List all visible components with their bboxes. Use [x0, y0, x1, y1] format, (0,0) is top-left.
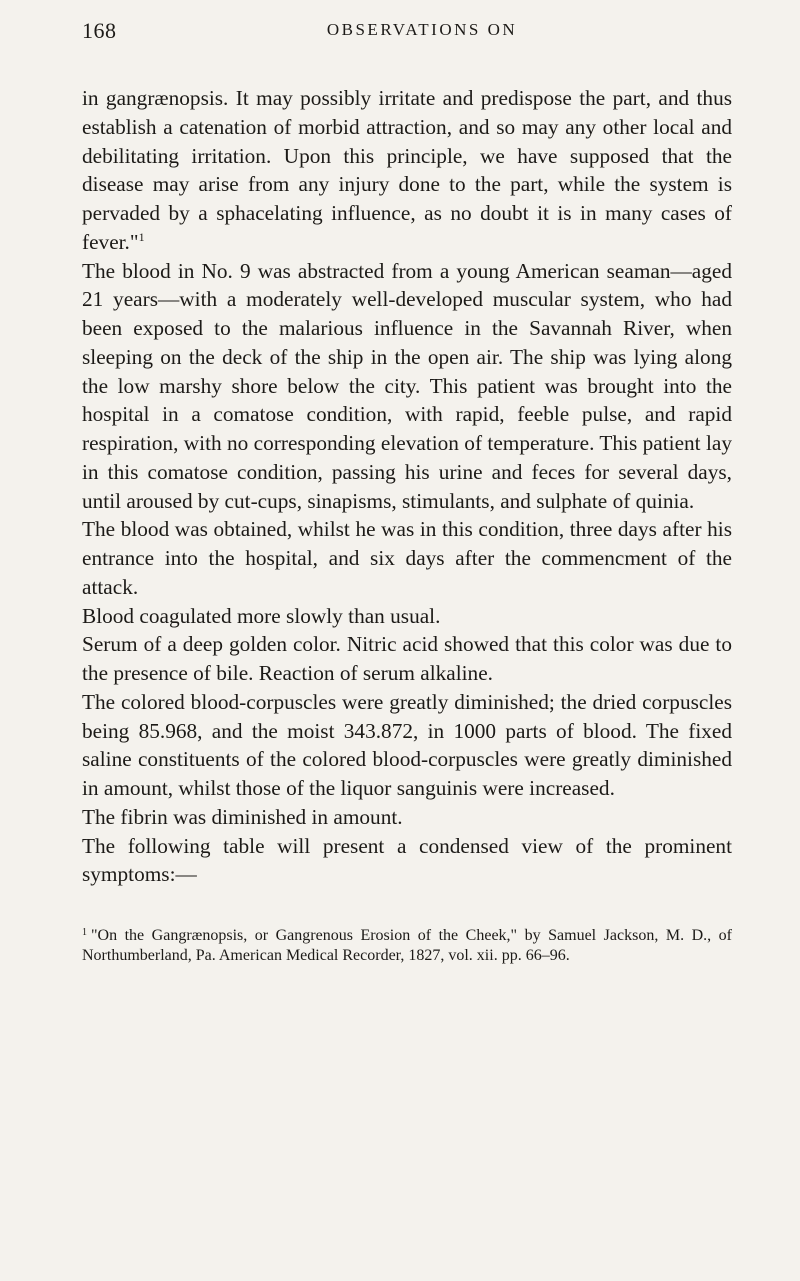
- paragraph: The fibrin was diminished in amount.: [82, 804, 403, 829]
- paragraph: The blood was obtained, whilst he was in this condition, three days after his entrance into the hospital, and six days after the commencment of the attack.: [82, 517, 732, 599]
- running-head: OBSERVATIONS ON: [326, 20, 518, 39]
- footnote-reference: 1: [138, 229, 145, 244]
- paragraph: The colored blood-corpuscles were greatly diminished; the dried corpuscles being 85.968, and the moist 343.872, in 1000 parts of blood. The fixed saline constituents of the colored blood-corpuscles were greatly diminished in amount, whilst those of the liquor sanguinis were increased.: [82, 689, 732, 800]
- paragraph: The following table will present a condensed view of the prominent symptoms:—: [82, 833, 732, 887]
- body-text: [82, 84, 732, 889]
- paragraph: The blood in No. 9 was abstracted from a young American seaman—aged 21 years—with a moderately well-developed muscular system, who had been exposed to the malarious influence in the Savannah River, when sleeping on the deck of the ship in the open air. The ship was lying along the low marshy shore below the city. This patient was brought into the hospital in a comatose condition, with rapid, feeble pulse, and rapid respiration, with no corresponding elevation of temperature. This patient lay in this comatose condition, passing his urine and feces for several days, until aroused by cut-cups, sinapisms, stimulants, and sulphate of quinia.: [82, 258, 732, 513]
- page-number: 168: [82, 18, 117, 43]
- paragraph: Blood coagulated more slowly than usual.: [82, 603, 441, 628]
- footnote-mark: 1: [82, 927, 87, 938]
- paragraph-text: in gangrænopsis. It may possibly irritate and predispose the part, and thus establish a catenation of morbid attraction, and so may any other local and debilitating irritation. Upon this principle, we have supposed that the disease may arise from any injury done to the part, while the system is pervaded by a sphacelating influence, as no doubt it is in many cases of fever.": [82, 86, 732, 254]
- footnote-text: "On the Gangrænopsis, or Gangrenous Erosion of the Cheek," by Samuel Jackson, M. D., of Northumberland, Pa. American Medical Recorder, 1827, vol. xii. pp. 66–96.: [82, 927, 732, 964]
- paragraph: [82, 84, 732, 257]
- footnote: [82, 923, 732, 965]
- page-header: [82, 18, 732, 48]
- paragraph: Serum of a deep golden color. Nitric acid showed that this color was due to the presence of bile. Reaction of serum alkaline.: [82, 632, 732, 685]
